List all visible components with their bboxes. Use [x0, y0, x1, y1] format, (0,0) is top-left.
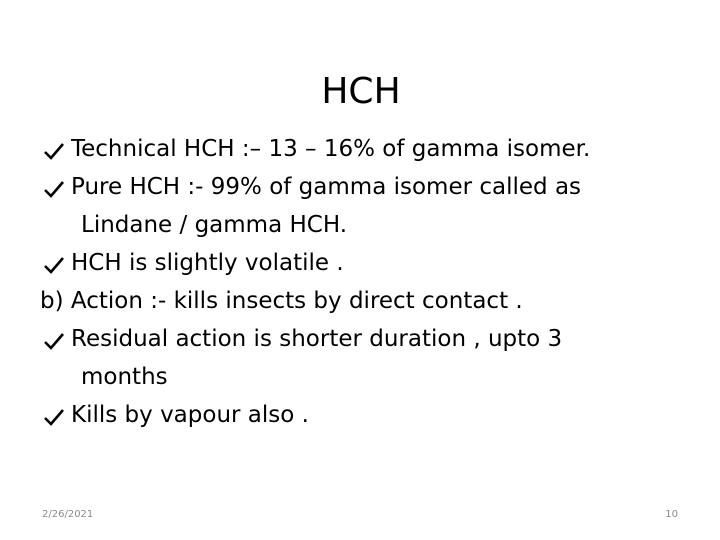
- list-item: [40, 396, 700, 434]
- list-item-text: b) Action :- kills insects by direct contact .: [40, 288, 523, 314]
- list-item: [40, 130, 700, 168]
- bullet-list: [40, 130, 700, 434]
- list-item: [40, 320, 700, 396]
- list-item-text: Pure HCH :- 99% of gamma isomer called as: [71, 174, 582, 200]
- checkmark-icon: [43, 168, 67, 206]
- checkmark-icon: [43, 320, 67, 358]
- list-item: [40, 282, 700, 320]
- list-item-text: Technical HCH :– 13 – 16% of gamma isomer.: [71, 136, 591, 162]
- list-item-text: Residual action is shorter duration , upto 3: [71, 326, 563, 352]
- list-item-text: HCH is slightly volatile .: [71, 250, 344, 276]
- list-item-text: months: [81, 364, 168, 390]
- page-number: 10: [665, 509, 678, 520]
- list-item-text: Kills by vapour also .: [71, 402, 309, 428]
- checkmark-icon: [43, 244, 67, 282]
- slide-title: HCH: [321, 71, 401, 113]
- checkmark-icon: [43, 130, 67, 168]
- footer-date: 2/26/2021: [42, 509, 94, 520]
- list-item: [40, 168, 700, 244]
- checkmark-icon: [43, 396, 67, 434]
- list-item: [40, 244, 700, 282]
- list-item-text: Lindane / gamma HCH.: [81, 212, 348, 238]
